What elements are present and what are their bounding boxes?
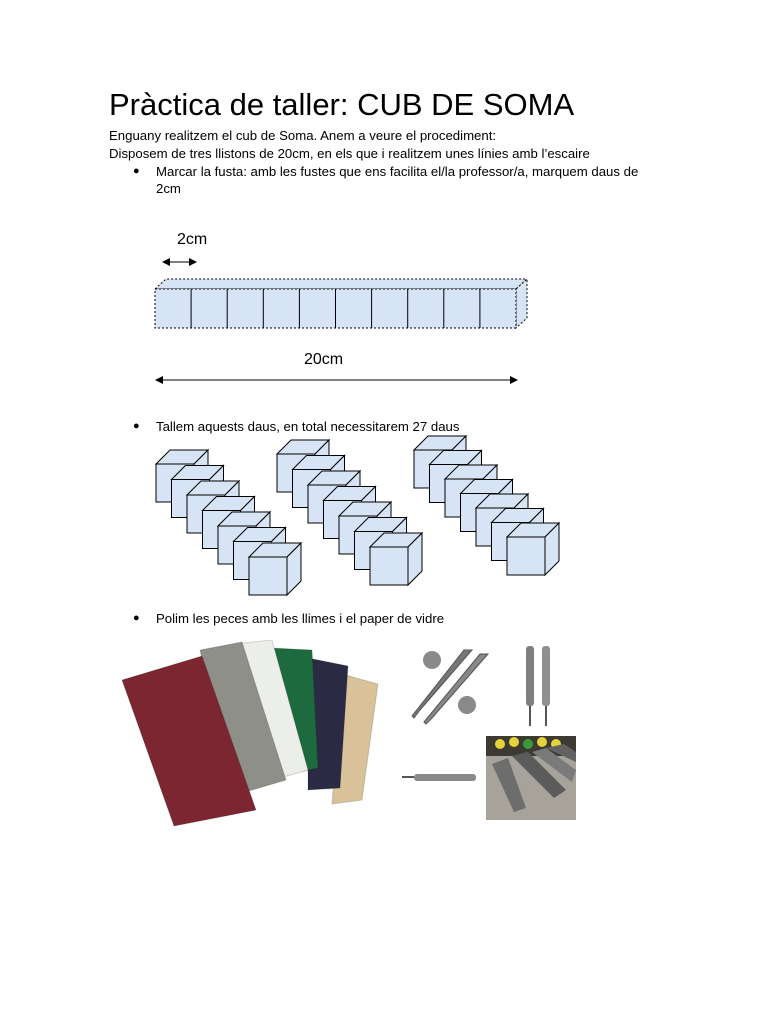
- step-mark-wood: Marcar la fusta: amb les fustes que ens facilita el/la professor/a, marquem daus de 2cm: [156, 164, 639, 196]
- step-cut-dice: Tallem aquests daus, en total necessitarem 27 daus: [156, 419, 460, 434]
- files-image: [396, 640, 581, 825]
- file-texture-swatch: [423, 651, 441, 669]
- vertical-file: [542, 646, 550, 706]
- bullet-marker: ●: [133, 165, 140, 177]
- cube: [507, 523, 559, 575]
- bullet-marker: ●: [133, 612, 140, 624]
- cubes-illustration: [0, 420, 768, 620]
- cube: [249, 543, 301, 595]
- page-title: Pràctica de taller: CUB DE SOMA: [109, 87, 575, 122]
- intro-line-2: Disposem de tres llistons de 20cm, en els que i realitzem unes línies amb l’escaire: [109, 146, 590, 161]
- step-polish: Polim les peces amb les llimes i el paper de vidre: [156, 611, 445, 626]
- small-measure-label: 2cm: [177, 231, 208, 248]
- hand-file: [414, 774, 476, 781]
- file-texture-swatch: [458, 696, 476, 714]
- intro-line-1: Enguany realitzem el cub de Soma. Anem a veure el procediment:: [109, 128, 497, 143]
- bullet-marker: ●: [133, 420, 140, 432]
- cube: [370, 533, 422, 585]
- sandpaper-pads-image: [122, 640, 382, 830]
- stick-top-face: [155, 279, 527, 289]
- long-measure-label: 20cm: [304, 351, 344, 368]
- vertical-file: [526, 646, 534, 706]
- wood-stick-diagram: [0, 0, 768, 400]
